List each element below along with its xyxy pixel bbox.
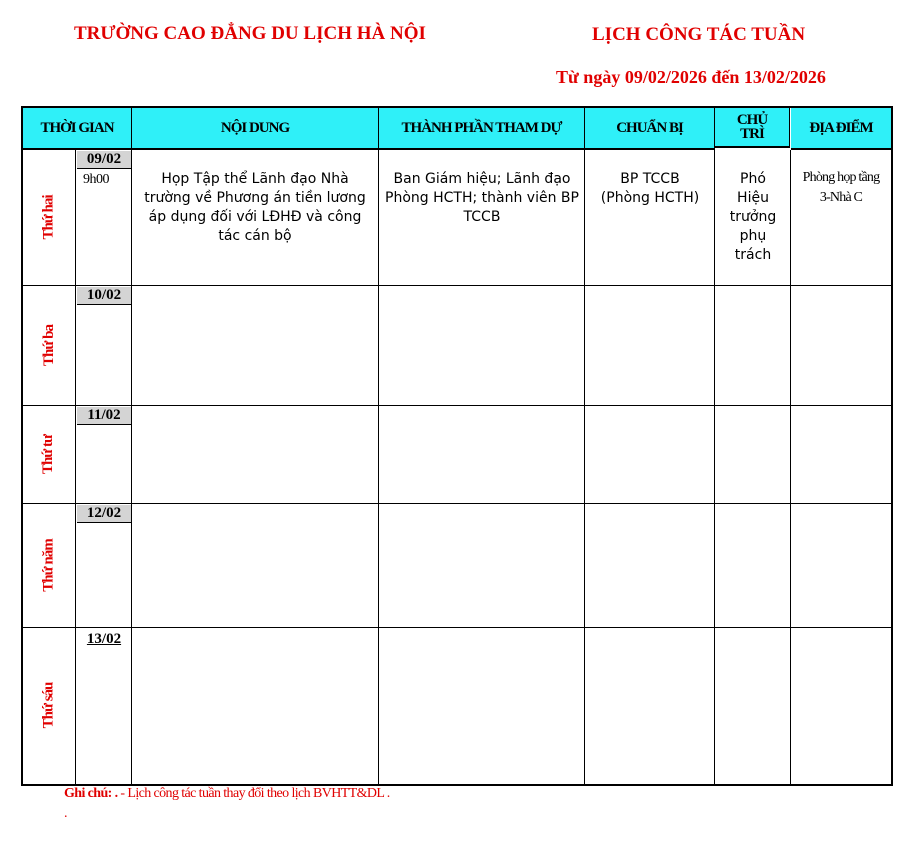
preparation-cell: BP TCCB (Phòng HCTH)	[600, 171, 700, 206]
col-header-location: ĐỊA ĐIỂM	[791, 108, 891, 150]
divider	[75, 150, 76, 784]
col-header-participants: THÀNH PHẦN THAM DỰ	[379, 108, 585, 150]
time-cell: 9h00	[83, 172, 109, 187]
col-header-preparation: CHUẨN BỊ	[585, 108, 715, 150]
day-label: Thứ hai	[40, 195, 57, 240]
note-label: Ghi chú: .	[64, 786, 118, 801]
footer-dot: .	[64, 806, 68, 821]
row-divider	[23, 285, 891, 286]
col-header-content: NỘI DUNG	[132, 108, 379, 150]
day-label: Thứ tư	[40, 434, 57, 475]
divider	[584, 150, 585, 784]
date-cell: 11/02	[77, 407, 131, 425]
col-header-chair: CHỦ TRÌ	[715, 108, 790, 148]
date-cell: 09/02	[77, 151, 131, 169]
chair-cell: Phó Hiệu trưởng phụ trách	[729, 171, 777, 263]
schedule-title: LỊCH CÔNG TÁC TUẦN	[592, 24, 806, 45]
divider	[131, 150, 132, 784]
day-label: Thứ năm	[40, 539, 57, 592]
location-cell: Phòng họp tầng 3-Nhà C	[802, 170, 880, 205]
footer-note	[64, 786, 390, 802]
participants-cell: Ban Giám hiệu; Lãnh đạo Phòng HCTH; thành viên BP TCCB	[385, 171, 579, 225]
content-cell: Họp Tập thể Lãnh đạo Nhà trường về Phương án tiền lương áp dụng đối với LĐHĐ và công tác cán bộ	[144, 171, 366, 244]
school-name: TRƯỜNG CAO ĐẲNG DU LỊCH HÀ NỘI	[74, 23, 426, 44]
day-label: Thứ sáu	[40, 682, 57, 728]
col-header-time: THỜI GIAN	[23, 108, 132, 150]
divider	[378, 150, 379, 784]
date-cell: 10/02	[77, 287, 131, 305]
date-cell: 12/02	[77, 505, 131, 523]
row-divider	[23, 405, 891, 406]
schedule-table	[21, 106, 893, 786]
row-divider	[23, 627, 891, 628]
day-label: Thứ ba	[40, 325, 57, 366]
date-range: Từ ngày 09/02/2026 đến 13/02/2026	[556, 67, 826, 87]
note-text: - Lịch công tác tuần thay đổi theo lịch BVHTT&DL .	[117, 786, 390, 801]
date-cell: 13/02	[86, 631, 122, 647]
row-divider	[23, 503, 891, 504]
divider	[790, 150, 791, 784]
divider	[714, 150, 715, 784]
